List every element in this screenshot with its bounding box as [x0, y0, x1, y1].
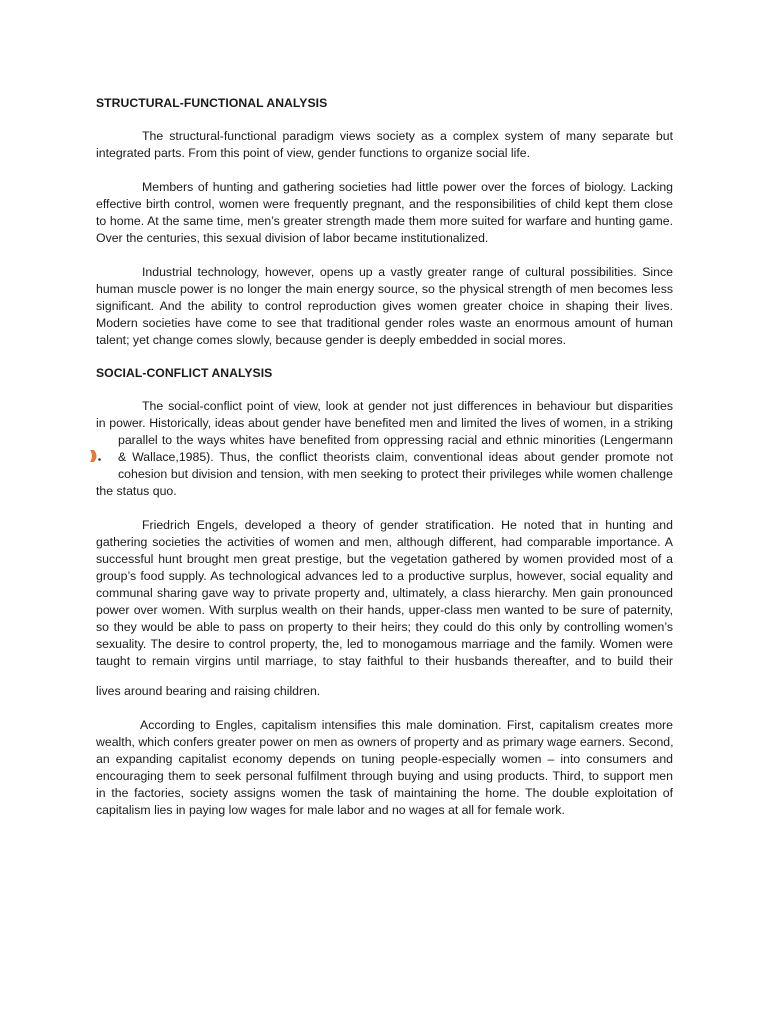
paragraph	[96, 683, 673, 700]
text-line: Over the centuries, this sexual division of labor became institutionalized.	[96, 231, 489, 245]
paragraph	[96, 128, 673, 162]
text-line: in power. Historically, ideas about gender have benefited men and limited the lives of women, in a striking	[96, 416, 673, 430]
text-line: power over women. With surplus wealth on their hands, upper-class men wanted to be sure of paternity,	[96, 603, 673, 617]
text-line: According to Engles, capitalism intensifies this male domination. First, capitalism creates more	[140, 718, 673, 732]
text-line: integrated parts. From this point of view, gender functions to organize social life.	[96, 146, 531, 160]
paragraph	[96, 264, 673, 349]
section-heading-social-conflict: SOCIAL-CONFLICT ANALYSIS	[96, 366, 273, 380]
text-line: so they would be able to pass on property to their heirs; they could do this only by controlling women’s	[96, 620, 673, 634]
text-line: lives around bearing and raising children.	[96, 684, 321, 698]
text-line: Friedrich Engels, developed a theory of gender stratification. He noted that in hunting and	[142, 518, 673, 532]
text-line: the status quo.	[96, 484, 177, 498]
text-line: Industrial technology, however, opens up a vastly greater range of cultural possibilities. Since	[142, 265, 673, 279]
text-line: human muscle power is no longer the main energy source, so the physical strength of men becomes less	[96, 282, 673, 296]
text-line: sexuality. The desire to control property, the, led to monogamous marriage and the family. Women were	[96, 637, 673, 651]
text-line: talent; yet change comes slowly, because gender is deeply embedded in social mores.	[96, 333, 567, 347]
section-heading-structural-functional: STRUCTURAL-FUNCTIONAL ANALYSIS	[96, 96, 328, 110]
text-line: wealth, which confers greater power on men as owners of property and as primary wage earners. Second,	[96, 735, 674, 749]
paragraph	[96, 517, 673, 670]
text-line: Modern societies have come to see that traditional gender roles waste an enormous amount of human	[96, 316, 673, 330]
text-line: communal sharing gave way to private property and, ultimately, a class hierarchy. Men gain pronounced	[96, 586, 673, 600]
paragraph	[96, 398, 673, 500]
text-line: The social-conflict point of view, look at gender not just differences in behaviour but disparities	[142, 399, 673, 413]
text-line: successful hunt brought men great prestige, but the vegetation gathered by women provided most of a	[96, 552, 673, 566]
text-line: The structural-functional paradigm views society as a complex system of many separate but	[142, 129, 673, 143]
text-line: significant. And the ability to control reproduction gives women greater choice in shaping their lives.	[96, 299, 673, 313]
text-line: in the factories, society assigns women the task of maintaining the home. The double exploitation of	[96, 786, 673, 800]
text-line: parallel to the ways whites have benefited from oppressing racial and ethnic minorities (Lengermann	[118, 433, 673, 447]
text-line: Members of hunting and gathering societies had little power over the forces of biology. Lacking	[142, 180, 673, 194]
text-line: encouraging them to seek personal fulfilment through buying and using products. Third, to support men	[96, 769, 673, 783]
text-line: & Wallace,1985). Thus, the conflict theorists claim, conventional ideas about gender promote not	[118, 450, 673, 464]
text-line: cohesion but division and tension, with men seeking to protect their privileges while women challenge	[118, 467, 673, 481]
text-line: gathering societies the activities of women and men, although different, had comparable importance. A	[96, 535, 673, 549]
text-line: capitalism lies in paying low wages for male labor and no wages at all for female work.	[96, 803, 565, 817]
text-line: an expanding capitalist economy depends on tuning people-especially women – into consumers and	[96, 752, 673, 766]
text-line: group’s food supply. As technological advances led to a productive surplus, however, social equality and	[96, 569, 673, 583]
text-line: effective birth control, women were frequently pregnant, and the responsibilities of child kept them close	[96, 197, 673, 211]
paragraph	[96, 717, 673, 819]
text-line: to home. At the same time, men’s greater strength made them more suited for warfare and hunting game.	[96, 214, 673, 228]
paragraph	[96, 179, 673, 247]
text-line: taught to remain virgins until marriage, to stay faithful to their husbands thereafter, and to build their	[96, 654, 673, 668]
